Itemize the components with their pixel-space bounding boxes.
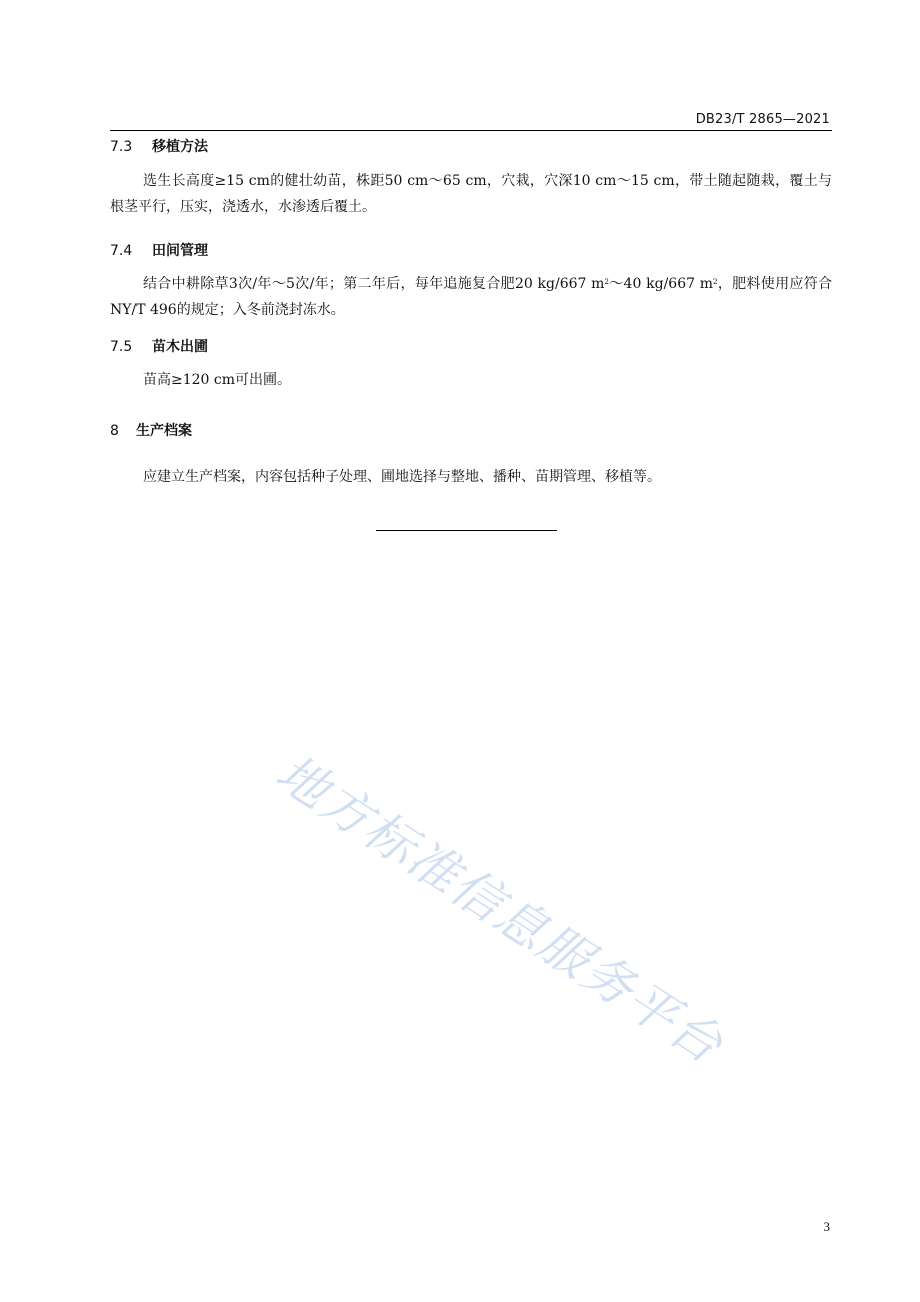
paragraph-production-records: 应建立生产档案，内容包括种子处理、圃地选择与整地、播种、苗期管理、移植等。 [143, 469, 661, 485]
end-of-document-rule [376, 530, 557, 531]
section-heading-8 [110, 420, 192, 440]
section-heading-7-5 [110, 336, 208, 356]
section-title: 移植方法 [152, 139, 208, 155]
section-number: 8 [110, 423, 119, 439]
superscript: 2 [604, 278, 609, 286]
header-rule [110, 130, 832, 131]
paragraph-field-management [110, 271, 832, 323]
paragraph-nursery-out: 苗高≥120 cm可出圃。 [143, 372, 292, 388]
document-code: DB23/T 2865—2021 [695, 112, 830, 127]
section-number: 7.4 [110, 243, 133, 259]
superscript: 2 [713, 278, 718, 286]
paragraph-text: ～40 kg/667 m [608, 276, 714, 292]
section-title: 苗木出圃 [152, 339, 208, 355]
section-title: 田间管理 [152, 243, 208, 259]
paragraph-text: ，肥料使用应符合NY/T 496的规定；入冬前浇封冻水。 [110, 276, 833, 318]
section-number: 7.5 [110, 339, 133, 355]
section-title: 生产档案 [136, 423, 192, 439]
paragraph-text: 结合中耕除草3次/年～5次/年；第二年后，每年追施复合肥20 kg/667 m [143, 276, 605, 292]
watermark: 地方标准信息服务平台 [265, 743, 734, 1076]
section-heading-7-3 [110, 136, 208, 156]
section-number: 7.3 [110, 139, 133, 155]
paragraph-transplant-method: 选生长高度≥15 cm的健壮幼苗，株距50 cm～65 cm，穴栽，穴深10 cm～15 cm，带土随起随栽，覆土与根茎平行，压实，浇透水，水渗透后覆土。 [110, 173, 832, 215]
page-number: 3 [823, 1219, 830, 1234]
section-heading-7-4 [110, 240, 208, 260]
